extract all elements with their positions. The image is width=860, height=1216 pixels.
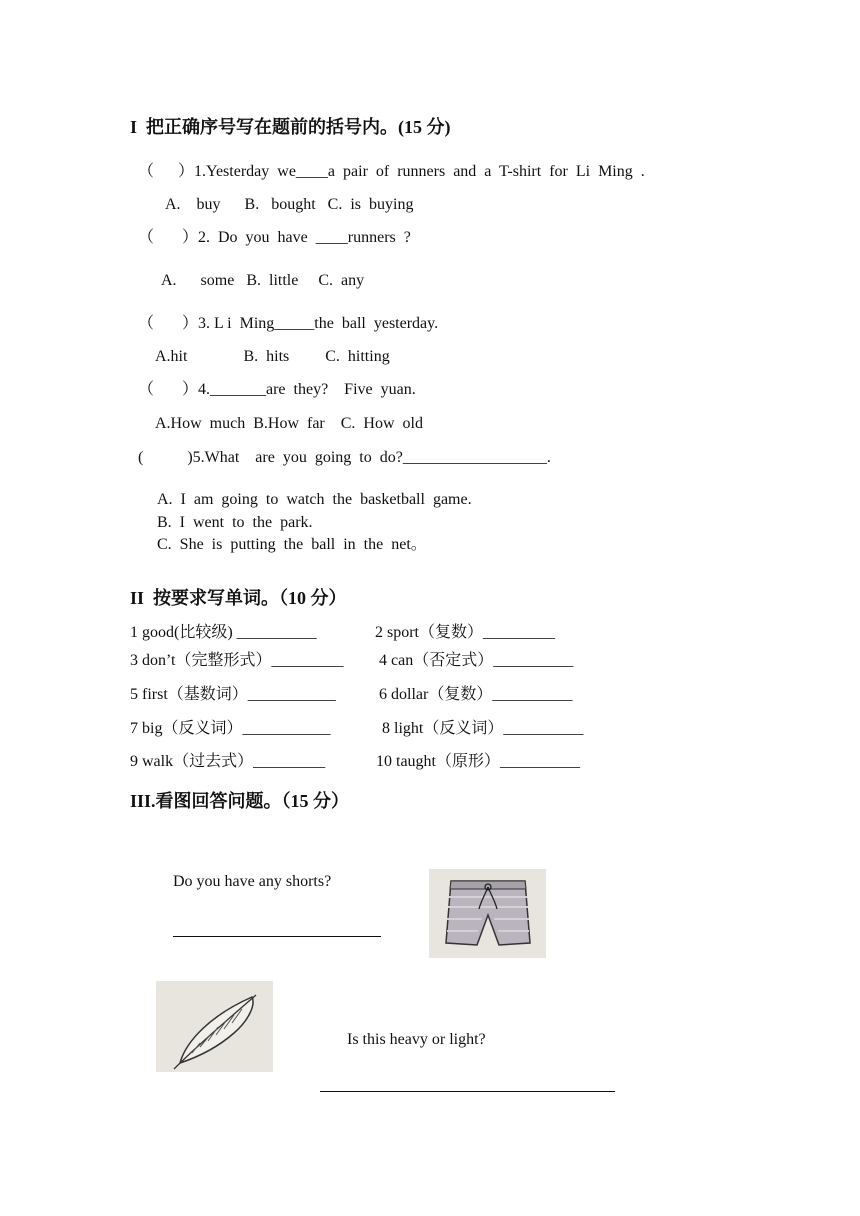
question-4-options: A.How much B.How far C. How old	[155, 415, 423, 432]
word-item-7: 7 big（反义词）___________	[130, 720, 331, 737]
answer-line-1	[173, 936, 381, 937]
word-item-8: 8 light（反义词）__________	[382, 720, 584, 737]
question-2: （ ）2. Do you have ____runners ?	[138, 229, 411, 246]
question-1-options: A. buy B. bought C. is buying	[165, 196, 414, 213]
word-item-4: 4 can（否定式）__________	[379, 652, 574, 669]
question-3-options: A.hit B. hits C. hitting	[155, 348, 390, 365]
question-3: （ ）3. L i Ming_____the ball yesterday.	[138, 315, 439, 332]
section-3-title: III.看图回答问题。（15 分）	[130, 791, 350, 811]
shorts-image	[429, 869, 546, 958]
word-item-2: 2 sport（复数）_________	[375, 624, 556, 641]
section-2-title: II 按要求写单词。（10 分）	[130, 588, 347, 608]
answer-line-2	[320, 1091, 615, 1092]
question-5-option-a: A. I am going to watch the basketball game.	[157, 491, 472, 508]
question-1: （ ）1.Yesterday we____a pair of runners and a T-shirt for Li Ming .	[138, 163, 645, 180]
word-item-10: 10 taught（原形）__________	[376, 753, 580, 770]
picture-question-1: Do you have any shorts?	[173, 873, 332, 890]
word-item-9: 9 walk（过去式）_________	[130, 753, 326, 770]
feather-image	[156, 981, 273, 1072]
word-item-1: 1 good(比较级) __________	[130, 624, 317, 641]
word-item-3: 3 don’t（完整形式）_________	[130, 652, 344, 669]
question-4: （ ）4._______are they? Five yuan.	[138, 381, 416, 398]
question-2-options: A. some B. little C. any	[161, 272, 365, 289]
word-item-6: 6 dollar（复数）__________	[379, 686, 573, 703]
question-5-option-c: C. She is putting the ball in the net。	[157, 536, 427, 553]
question-5-option-b: B. I went to the park.	[157, 514, 313, 531]
question-5: ( )5.What are you going to do?__________________.	[138, 449, 551, 466]
feather-icon	[156, 981, 273, 1072]
word-item-5: 5 first（基数词）___________	[130, 686, 336, 703]
section-1-title: I 把正确序号写在题前的括号内。(15 分)	[130, 117, 451, 137]
shorts-icon	[429, 869, 546, 958]
picture-question-2: Is this heavy or light?	[347, 1031, 486, 1048]
